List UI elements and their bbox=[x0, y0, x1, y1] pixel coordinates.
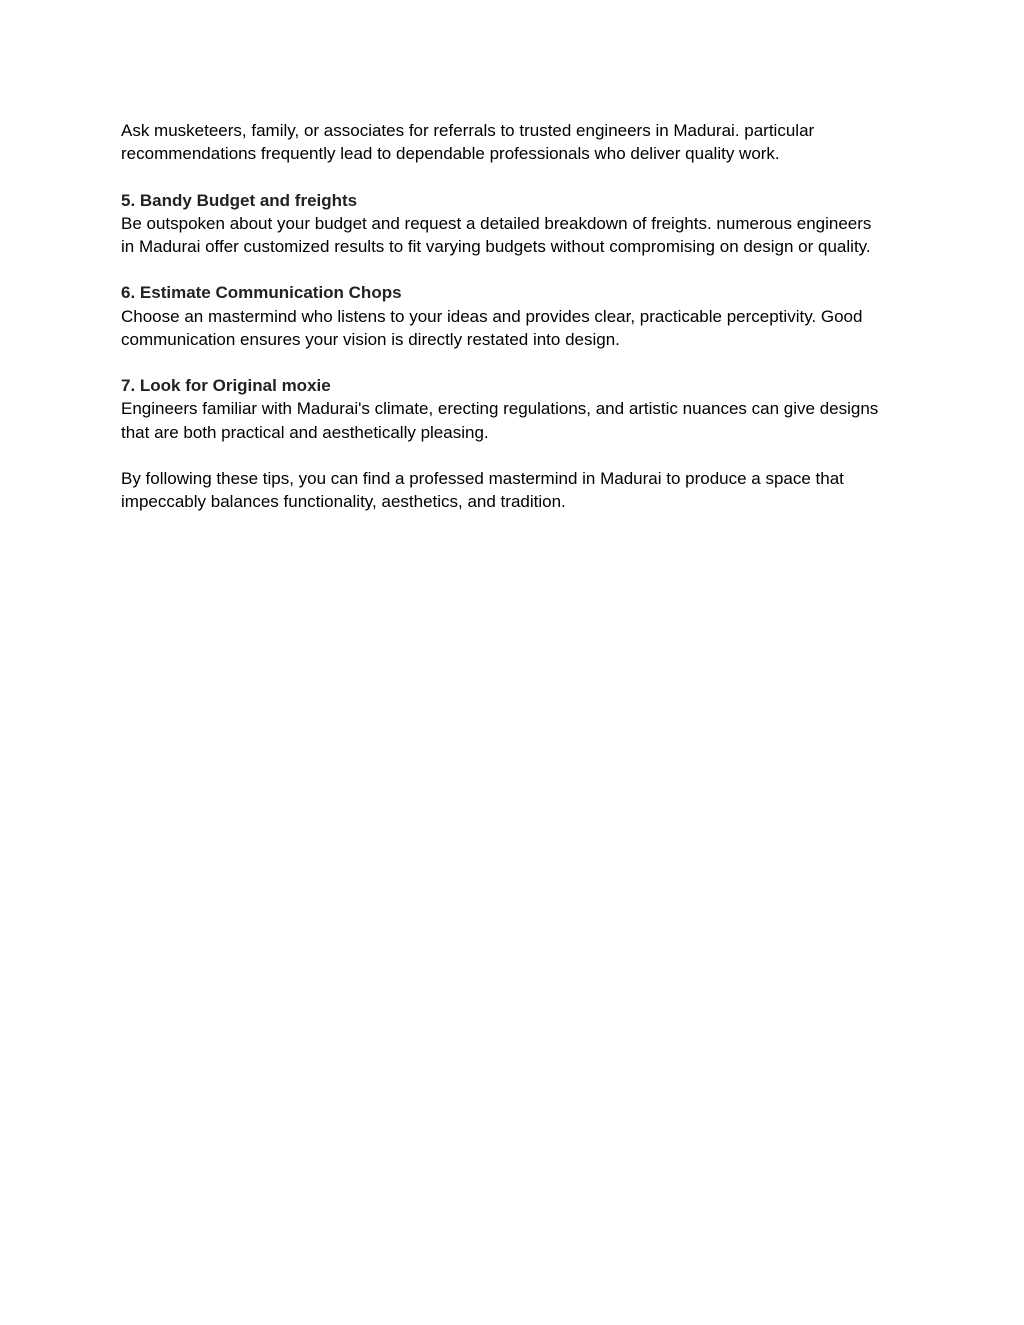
spacer bbox=[121, 444, 921, 467]
section-heading-communication: 6. Estimate Communication Chops bbox=[121, 283, 402, 303]
section-heading-budget: 5. Bandy Budget and freights bbox=[121, 190, 358, 210]
section-body-budget: Be outspoken about your budget and request a detailed breakdown of freights. numerous engineers in Madurai offer customized results to fit varying budgets without compromising on design or quality. bbox=[121, 213, 872, 256]
spacer bbox=[121, 351, 921, 374]
section-body-communication: Choose an mastermind who listens to your ideas and provides clear, practicable perceptivity. Good communication ensures your vision is directly restated into design. bbox=[121, 306, 863, 349]
intro-paragraph: Ask musketeers, family, or associates for referrals to trusted engineers in Madurai. particular recommendations frequently lead to dependable professionals who deliver quality work. bbox=[121, 121, 815, 164]
section-heading-moxie: 7. Look for Original moxie bbox=[121, 376, 331, 396]
section-body-moxie: Engineers familiar with Madurai's climate, erecting regulations, and artistic nuances can give designs that are both practical and aesthetically pleasing. bbox=[121, 399, 879, 442]
document-page bbox=[121, 119, 921, 513]
conclusion-paragraph: By following these tips, you can find a professed mastermind in Madurai to produce a space that impeccably balances functionality, aesthetics, and tradition. bbox=[121, 468, 844, 512]
spacer bbox=[121, 165, 921, 188]
spacer bbox=[121, 258, 921, 281]
